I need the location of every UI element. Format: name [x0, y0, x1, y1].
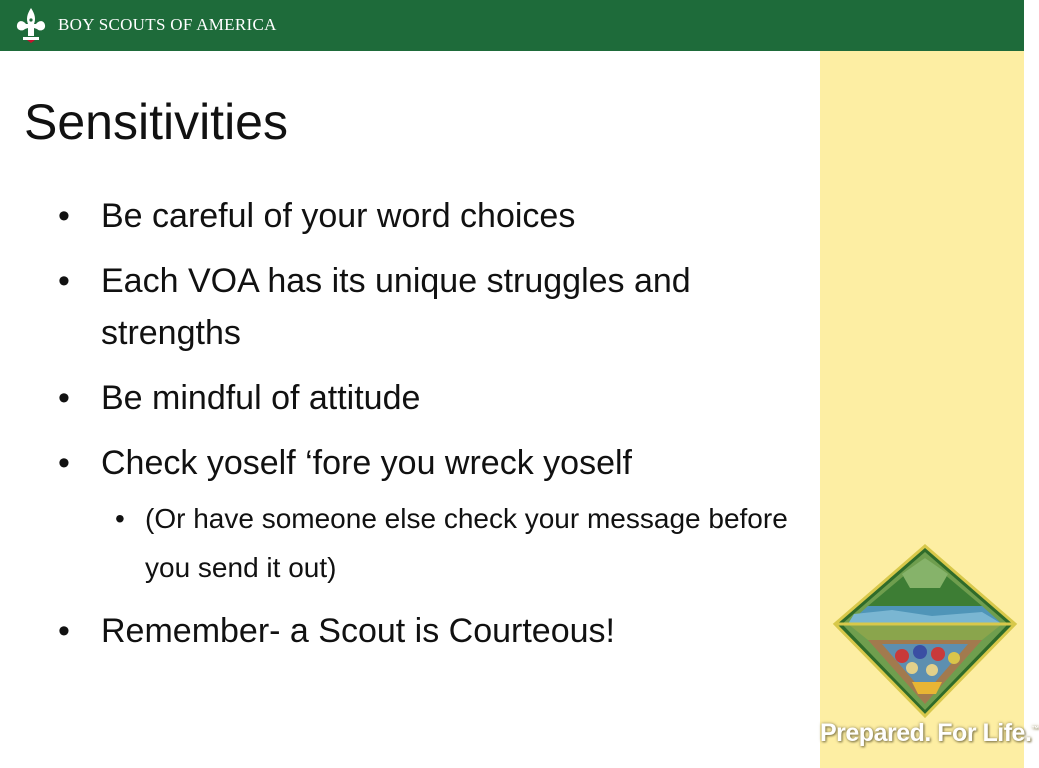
tagline [820, 719, 1039, 748]
organization-name: BOY SCOUTS OF AMERICA [58, 15, 277, 34]
sub-bullet-item: • (Or have someone else check your message before you send it out) [115, 494, 798, 592]
bullet-item: • Check yoself ‘fore you wreck yoself [58, 437, 798, 489]
trademark-mark: ™ [1031, 724, 1039, 734]
bullet-item: • Be mindful of attitude [58, 372, 798, 424]
bullet-item: • Be careful of your word choices [58, 190, 798, 242]
header-bar [0, 0, 1024, 51]
slide-title: Sensitivities [24, 94, 288, 150]
bullet-item: • Each VOA has its unique struggles and strengths [58, 255, 798, 359]
bullet-item: • Remember- a Scout is Courteous! [58, 605, 798, 657]
fleur-de-lis-icon [13, 6, 49, 44]
scouting-photo-diamond-icon [832, 544, 1018, 718]
bullet-list [58, 190, 798, 670]
tagline-text: Prepared. For Life. [820, 719, 1032, 747]
